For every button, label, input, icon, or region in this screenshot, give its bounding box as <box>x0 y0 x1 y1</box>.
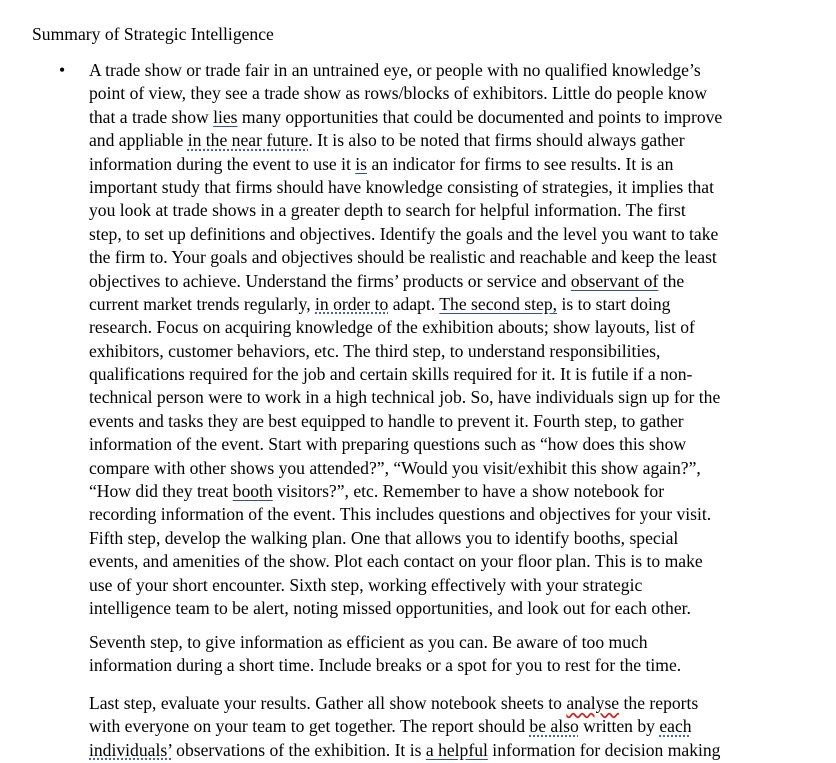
text-line: A trade show or trade fair in an untrained eye, or people with no qualified knowledge’s <box>89 60 701 80</box>
text-line: and appliable in the near future. It is also to be noted that firms should always gather <box>89 130 685 151</box>
paragraph-1 <box>89 59 834 620</box>
text-line: the firm to. Your goals and objectives should be realistic and reachable and keep the least <box>89 247 717 268</box>
text-line: Last step, evaluate your results. Gather all show notebook sheets to analyse the reports <box>89 693 699 713</box>
grammar-suggestion[interactable]: lies <box>213 106 238 127</box>
grammar-suggestion[interactable]: observant of <box>570 270 659 291</box>
grammar-suggestion[interactable]: The second step, <box>439 293 558 314</box>
text-line: objectives to achieve. Understand the firms’ products or service and observant of the <box>89 270 685 291</box>
section-heading: Summary of Strategic Intelligence <box>32 24 274 44</box>
text-line: compare with other shows you attended?”, “Would you visit/exhibit this show again?”, <box>89 457 701 478</box>
text-line: research. Focus on acquiring knowledge of the exhibition abouts; show layouts, list of <box>89 317 695 338</box>
text-line: recording information of the event. This includes questions and objectives for your visit. <box>89 504 712 525</box>
text-line: important study that firms should have knowledge consisting of strategies, it implies that <box>89 176 714 197</box>
text-line: step, to set up definitions and objectives. Identify the goals and the level you want to take <box>89 223 719 244</box>
text-line: you look at trade shows in a greater depth to search for helpful information. The first <box>89 200 686 221</box>
style-suggestion[interactable]: individuals’ <box>89 739 172 760</box>
text-line: information during the event to use it is an indicator for firms to see results. It is an <box>89 153 674 174</box>
text-line: current market trends regularly, in order to adapt. The second step, is to start doing <box>89 293 671 314</box>
text-line: that a trade show lies many opportunities that could be documented and points to improve <box>89 106 723 127</box>
text-line: events and tasks they are best equipped to handle to prevent it. Fourth step, to gather <box>89 410 684 431</box>
text-line: use of your short encounter. Sixth step, working effectively with your strategic <box>89 574 643 595</box>
text-line: qualifications required for the job and certain skills required for it. It is futile if a non- <box>89 364 693 385</box>
text-line: Fifth step, develop the walking plan. One that allows you to identify booths, special <box>89 527 679 548</box>
grammar-suggestion[interactable]: booth <box>232 481 273 502</box>
text-line: individuals’ observations of the exhibition. It is a helpful information for decision making <box>89 739 721 760</box>
paragraph-3 <box>89 692 834 762</box>
style-suggestion[interactable]: in order to <box>315 293 389 314</box>
text-line: intelligence team to be alert, noting missed opportunities, and look out for each other. <box>89 597 691 618</box>
style-suggestion[interactable]: each <box>659 716 692 737</box>
text-line: exhibitors, customer behaviors, etc. The third step, to understand responsibilities, <box>89 340 661 361</box>
text-line: information during a short time. Include breaks or a spot for you to rest for the time. <box>89 655 682 676</box>
text-line: technical person were to work in a high technical job. So, have individuals sign up for the <box>89 387 721 408</box>
text-line: “How did they treat booth visitors?”, etc. Remember to have a show notebook for <box>89 481 665 502</box>
bullet-icon: • <box>59 60 66 80</box>
spelling-error[interactable]: analyse <box>566 693 620 713</box>
text-line: with everyone on your team to get together. The report should be also written by each <box>89 716 692 737</box>
text-line: point of view, they see a trade show as rows/blocks of exhibitors. Little do people know <box>89 83 707 104</box>
style-suggestion[interactable]: in the near future <box>187 130 309 151</box>
text-line: information of the event. Start with preparing questions such as “how does this show <box>89 434 687 455</box>
style-suggestion[interactable]: be also <box>529 716 579 737</box>
text-line: events, and amenities of the show. Plot each contact on your floor plan. This is to make <box>89 551 703 572</box>
grammar-suggestion[interactable]: a helpful <box>425 739 488 760</box>
text-line: Seventh step, to give information as efficient as you can. Be aware of too much <box>89 632 648 652</box>
paragraph-2 <box>89 631 834 678</box>
grammar-suggestion[interactable]: is <box>355 153 368 174</box>
